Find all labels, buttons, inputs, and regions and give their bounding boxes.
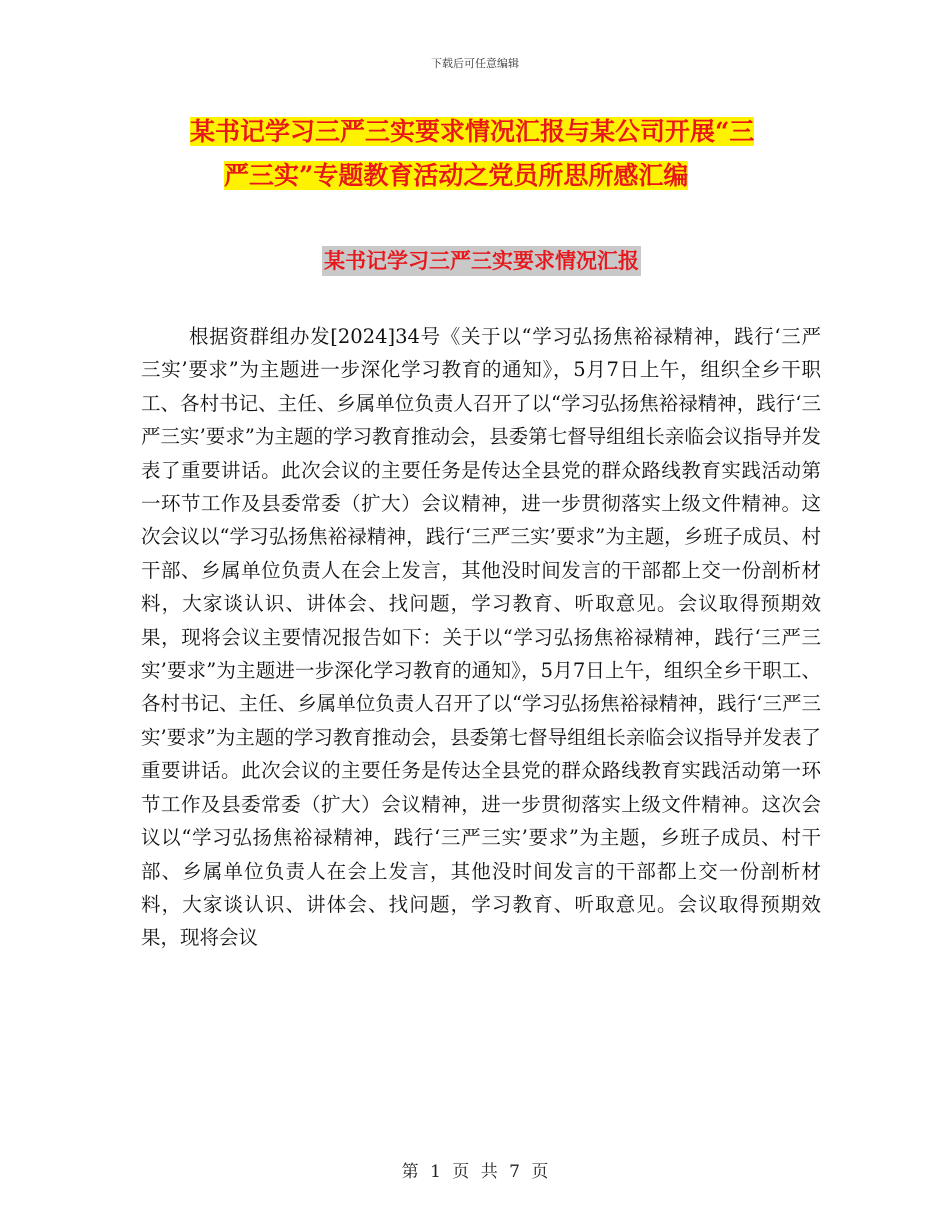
section-title: 某书记学习三严三实要求情况汇报 bbox=[322, 246, 641, 276]
document-title bbox=[190, 110, 820, 198]
title-line-2: 严三实”专题教育活动之党员所思所感汇编 bbox=[224, 161, 689, 190]
body-paragraph: 根据资群组办发[2024]34号《关于以“学习弘扬焦裕禄精神，践行‘三严三实’要求”为主题进一步深化学习教育的通知》，5月7日上午，组织全乡干职工、各村书记、主任、乡属单位负责人召开了以“学习弘扬焦裕禄精神，践行‘三严三实’要求”为主题的学习教育推动会，县委第七督导组组长亲临会议指导并发表了重要讲话。此次会议的主要任务是传达全县党的群众路线教育实践活动第一环节工作及县委常委（扩大）会议精神，进一步贯彻落实上级文件精神。这次会议以“学习弘扬焦裕禄精神，践行‘三严三实’要求”为主题，乡班子成员、村干部、乡属单位负责人在会上发言，其他没时间发言的干部都上交一份剖析材料，大家谈认识、讲体会、找问题，学习教育、听取意见。会议取得预期效果，现将会议主要情况报告如下：关于以“学习弘扬焦裕禄精神，践行‘三严三实’要求”为主题进一步深化学习教育的通知》，5月7日上午，组织全乡干职工、各村书记、主任、乡属单位负责人召开了以“学习弘扬焦裕禄精神，践行‘三严三实’要求”为主题的学习教育推动会，县委第七督导组组长亲临会议指导并发表了重要讲话。此次会议的主要任务是传达全县党的群众路线教育实践活动第一环节工作及县委常委（扩大）会议精神，进一步贯彻落实上级文件精神。这次会议以“学习弘扬焦裕禄精神，践行‘三严三实’要求”为主题，乡班子成员、村干部、乡属单位负责人在会上发言，其他没时间发言的干部都上交一份剖析材料，大家谈认识、讲体会、找问题，学习教育、听取意见。会议取得预期效果，现将会议 bbox=[141, 325, 821, 950]
header-note: 下载后可任意编辑 bbox=[431, 57, 519, 70]
title-line-1: 某书记学习三严三实要求情况汇报与某公司开展“三 bbox=[190, 117, 755, 146]
page-footer: 第 1 页 共 7 页 bbox=[401, 1162, 549, 1182]
